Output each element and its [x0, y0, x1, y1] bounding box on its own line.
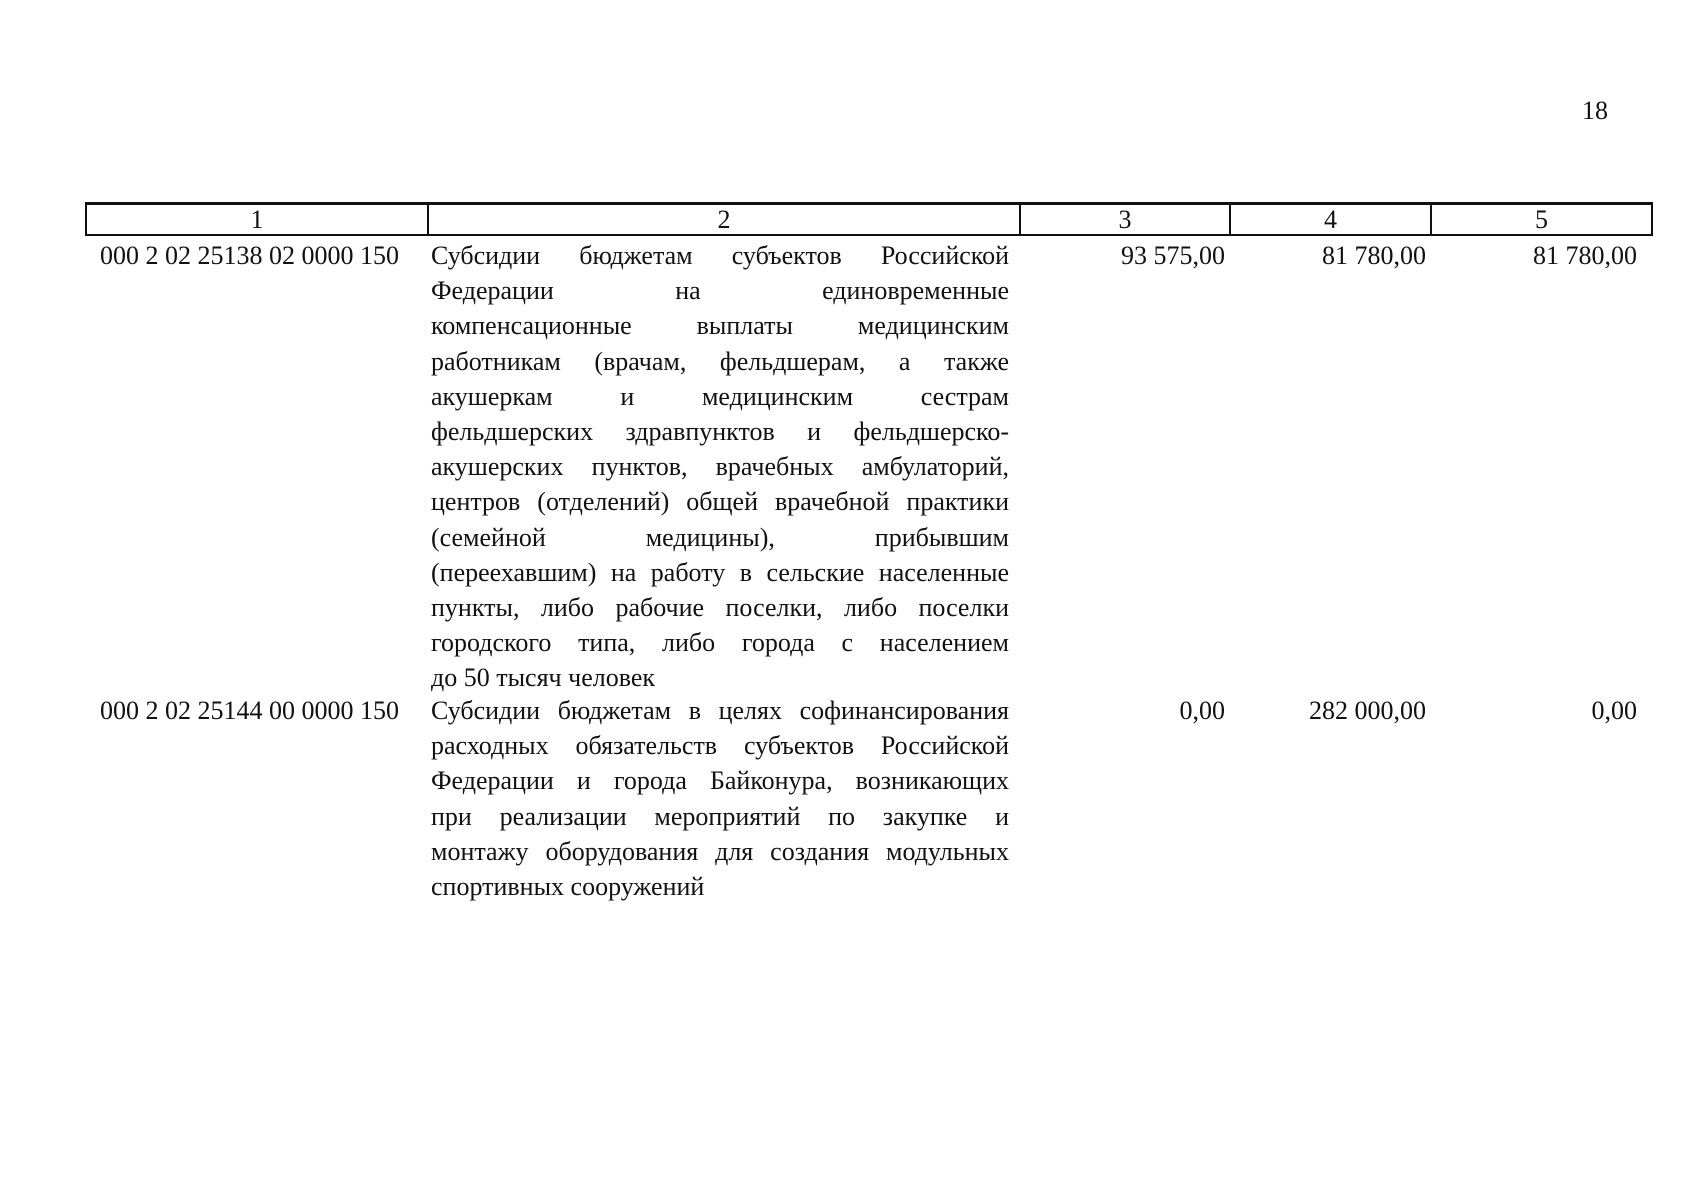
page-number: 18: [1582, 96, 1608, 125]
description: [431, 693, 1009, 904]
description-line: центров (отделений) общей врачебной практики: [431, 487, 1009, 517]
description-line: (семейной медицины), прибывшим: [431, 522, 1009, 552]
description-line: (переехавшим) на работу в сельские населенные: [431, 557, 1009, 587]
value-col-4: 282 000,00: [1309, 696, 1426, 725]
description-line: фельдшерских здравпунктов и фельдшерско-: [431, 416, 1009, 446]
table-header-row: [85, 202, 1653, 236]
value-col-3: 0,00: [1179, 696, 1225, 725]
budget-code: 000 2 02 25138 02 0000 150: [100, 241, 399, 270]
description-line: акушеркам и медицинским сестрам: [431, 381, 1009, 411]
description: [431, 238, 1009, 695]
description-line: пункты, либо рабочие поселки, либо поселки: [431, 592, 1009, 622]
value-col-5: 81 780,00: [1533, 241, 1637, 270]
value-col-5: 0,00: [1591, 696, 1637, 725]
description-line: при реализации мероприятий по закупке и: [431, 801, 1009, 831]
description-line: расходных обязательств субъектов Российской: [431, 731, 1009, 761]
budget-code: 000 2 02 25144 00 0000 150: [100, 696, 399, 725]
column-header-4: 4: [1229, 205, 1430, 234]
description-line: спортивных сооружений: [431, 871, 705, 901]
description-line: компенсационные выплаты медицинским: [431, 311, 1009, 341]
description-line: Субсидии бюджетам в целях софинансирования: [431, 696, 1009, 725]
value-col-4: 81 780,00: [1322, 241, 1426, 270]
value-col-3: 93 575,00: [1121, 241, 1225, 270]
description-line: Субсидии бюджетам субъектов Российской: [431, 241, 1009, 270]
column-header-1: 1: [250, 205, 264, 234]
description-line: городского типа, либо города с населением: [431, 628, 1009, 658]
description-line: Федерации и города Байконура, возникающих: [431, 766, 1009, 796]
column-header-3: 3: [1019, 205, 1229, 234]
description-line: монтажу оборудования для создания модульных: [431, 836, 1009, 866]
description-line: до 50 тысяч человек: [431, 663, 656, 693]
description-line: работникам (врачам, фельдшерам, а также: [431, 346, 1009, 376]
column-header-5: 5: [1430, 205, 1651, 234]
description-line: акушерских пунктов, врачебных амбулаторий,: [431, 452, 1009, 482]
column-header-2: 2: [427, 205, 1019, 234]
description-line: Федерации на единовременные: [431, 276, 1009, 306]
